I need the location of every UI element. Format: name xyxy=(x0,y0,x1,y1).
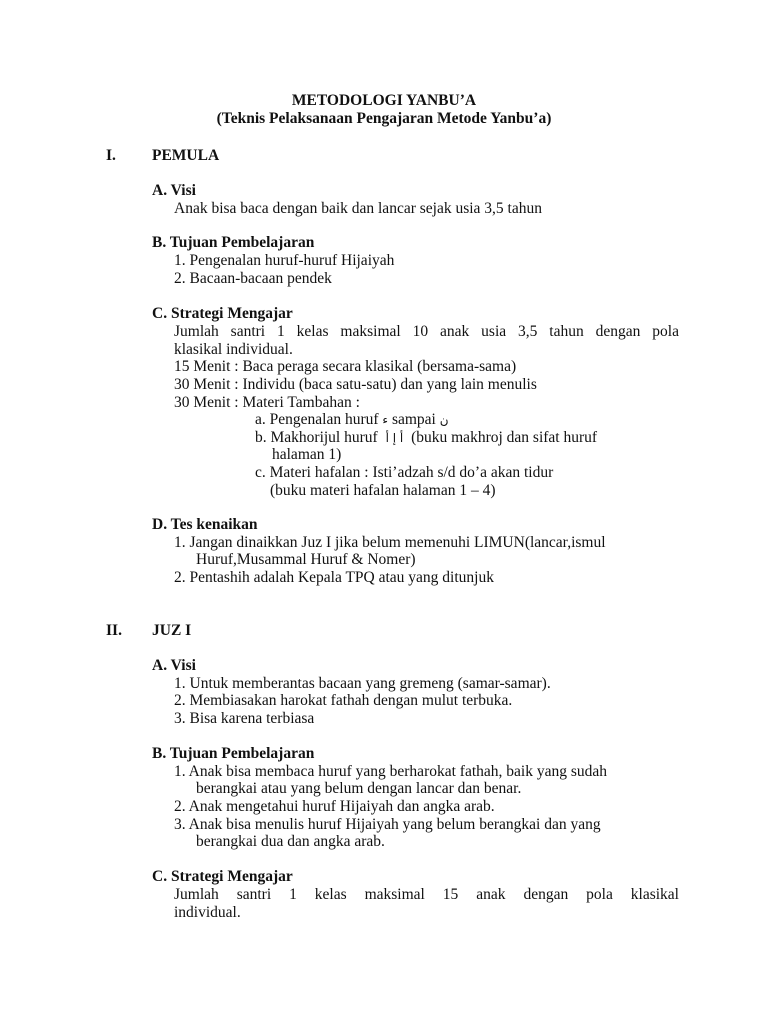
list-item-cont: berangkai atau yang belum dengan lancar dan benar. xyxy=(196,780,522,797)
list-item: 2. Anak mengetahui huruf Hijaiyah dan angka arab. xyxy=(174,798,495,815)
s1-sub-item-c-cont: (buku materi hafalan halaman 1 – 4) xyxy=(270,482,496,499)
section-2-number: II. xyxy=(106,622,122,639)
arabic-letter: ء xyxy=(382,413,389,427)
s2-strategi-heading: C. Strategi Mengajar xyxy=(152,868,293,885)
list-item: 1. Jangan dinaikkan Juz I jika belum memenuhi LIMUN(lancar,ismul xyxy=(174,534,606,551)
document-title: METODOLOGI YANBU’A xyxy=(291,92,477,109)
s1-strategi-para-line1: Jumlah santri 1 kelas maksimal 10 anak usia 3,5 tahun dengan pola xyxy=(174,323,679,340)
s1-strategi-heading: C. Strategi Mengajar xyxy=(152,305,293,322)
document-subtitle: (Teknis Pelaksanaan Pengajaran Metode Yanbu’a) xyxy=(216,110,552,127)
s1-tes-heading: D. Tes kenaikan xyxy=(152,516,258,533)
list-item: 2. Membiasakan harokat fathah dengan mulut terbuka. xyxy=(174,692,513,709)
s2-strategi-para-line1: Jumlah santri 1 kelas maksimal 15 anak dengan pola klasikal xyxy=(174,886,679,903)
s1-strategi-line: 15 Menit : Baca peraga secara klasikal (bersama-sama) xyxy=(174,358,517,375)
sub-item-a-label: a. Pengenalan huruf xyxy=(255,411,379,428)
s1-visi-heading: A. Visi xyxy=(152,182,196,199)
list-item: 3. Bisa karena terbiasa xyxy=(174,710,315,727)
s1-sub-item-a xyxy=(255,411,449,429)
list-item: 2. Bacaan-bacaan pendek xyxy=(174,270,332,287)
s1-sub-item-b-cont: halaman 1) xyxy=(272,446,342,463)
s2-visi-heading: A. Visi xyxy=(152,657,196,674)
s1-tujuan-heading: B. Tujuan Pembelajaran xyxy=(152,234,315,251)
s1-sub-item-b xyxy=(255,429,597,447)
list-item-cont: Huruf,Musammal Huruf & Nomer) xyxy=(196,551,416,568)
list-item: 1. Untuk memberantas bacaan yang gremeng (samar-samar). xyxy=(174,675,551,692)
sub-item-a-mid: sampai xyxy=(391,411,436,428)
sub-item-b-note: (buku makhroj dan sifat huruf xyxy=(411,429,598,446)
list-item: 3. Anak bisa menulis huruf Hijaiyah yang belum berangkai dan yang xyxy=(174,816,601,833)
section-2-heading: JUZ I xyxy=(152,622,192,639)
section-1-number: I. xyxy=(106,147,116,164)
s2-tujuan-heading: B. Tujuan Pembelajaran xyxy=(152,745,315,762)
s1-strategi-line: 30 Menit : Materi Tambahan : xyxy=(174,394,360,411)
s1-visi-text: Anak bisa baca dengan baik dan lancar sejak usia 3,5 tahun xyxy=(174,200,542,217)
s2-strategi-para-line2: individual. xyxy=(174,904,241,921)
list-item-cont: berangkai dua dan angka arab. xyxy=(196,833,385,850)
s1-strategi-line: 30 Menit : Individu (baca satu-satu) dan yang lain menulis xyxy=(174,376,537,393)
arabic-letters: أ إ أ xyxy=(385,431,404,445)
s1-strategi-para-line2: klasikal individual. xyxy=(174,341,293,358)
list-item: 2. Pentashih adalah Kepala TPQ atau yang ditunjuk xyxy=(174,569,494,586)
s1-sub-item-c: c. Materi hafalan : Isti’adzah s/d do’a akan tidur xyxy=(255,464,554,481)
section-1-heading: PEMULA xyxy=(152,147,220,164)
sub-item-b-label: b. Makhorijul huruf xyxy=(255,429,378,446)
list-item: 1. Pengenalan huruf-huruf Hijaiyah xyxy=(174,252,395,269)
list-item: 1. Anak bisa membaca huruf yang berharokat fathah, baik yang sudah xyxy=(174,763,607,780)
arabic-letter: ن xyxy=(439,413,449,427)
